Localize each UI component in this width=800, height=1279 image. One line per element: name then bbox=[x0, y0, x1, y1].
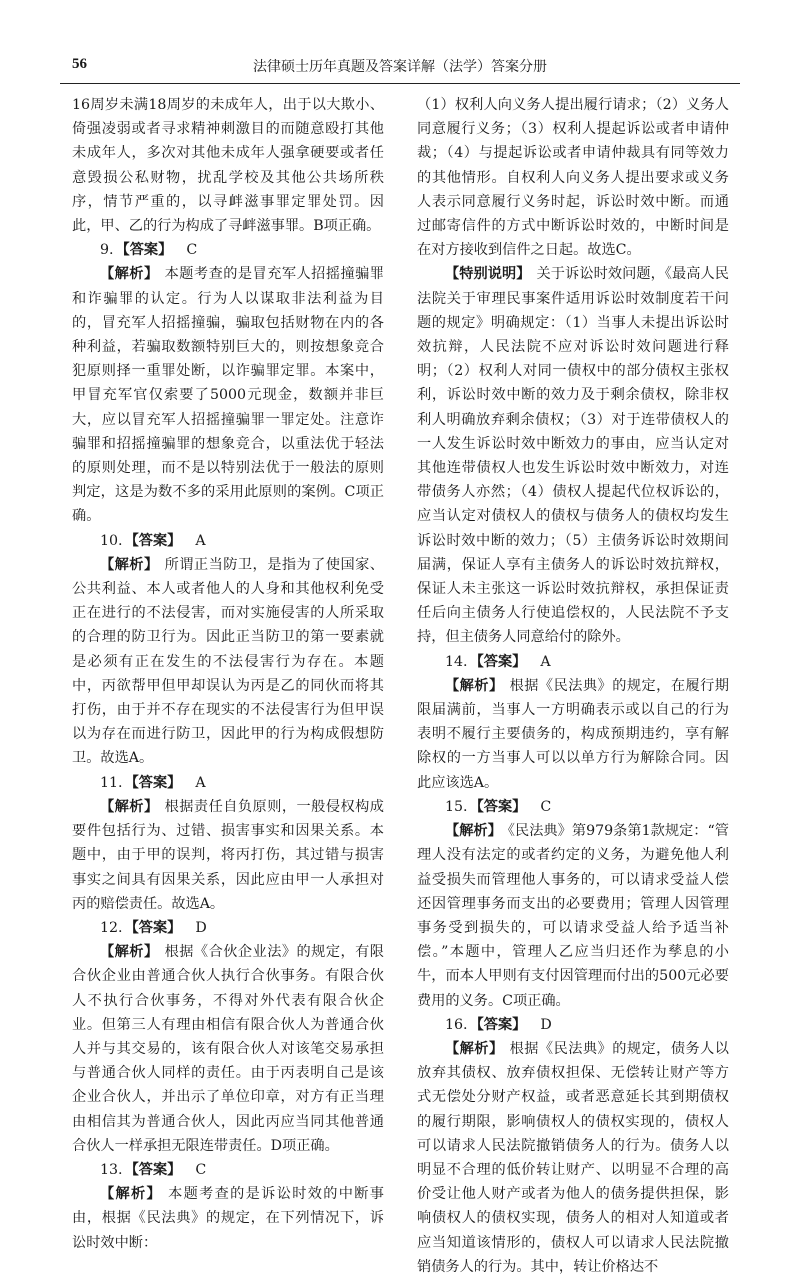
analysis-15: 【解析】 《民法典》第979条第1款规定：“管理人没有法定的或者约定的义务，为避免他人利益受损失而管理他人事务的，可以请求受益人偿还因管理事务而支出的必要费用；管理人因管理事务受到损失的，可以请求受益人给予适当补偿。”本题中，管理人乙应当归还作为孳息的小牛，而本人甲则有支付因管理而付出的500元必要费用的义务。C项正确。 bbox=[417, 823, 729, 1009]
analysis-11: 【解析】 根据责任自负原则，一般侵权构成要件包括行为、过错、损害事实和因果关系。本题中，由于甲的误判，将丙打伤，其过错与损害事实之间具有因果关系，因此应由甲一人承担对丙的赔偿责任。故选A。 bbox=[72, 798, 384, 912]
right-column bbox=[417, 93, 729, 1279]
analysis-10: 【解析】 所谓正当防卫，是指为了使国家、公共利益、本人或者他人的人身和其他权利免受正在进行的不法侵害，而对实施侵害的人所采取的合理的防卫行为。因此正当防卫的第一要素就是必须有正在发生的不法侵害行为存在。本题中，丙欲帮甲但甲却误认为丙是乙的同伙而将其打伤，由于并不存在现实的不法侵害行为但甲误以为存在而进行防卫，因此甲的行为构成假想防卫。故选A。 bbox=[72, 556, 384, 767]
special-note: 【特别说明】 关于诉讼时效问题，《最高人民法院关于审理民事案件适用诉讼时效制度若干问题的规定》明确规定：（1）当事人未提出诉讼时效抗辩，人民法院不应对诉讼时效问题进行释明；（2）权利人对同一债权中的部分债权主张权利，诉讼时效中断的效力及于剩余债权，除非权利人明确放弃剩余债权；（3）对于连带债权人的一人发生诉讼时效中断效力的事由，应当认定对其他连带债权人也发生诉讼时效中断效力，对连带债务人亦然；（4）债权人提起代位权诉讼的，应当认定对债权人的债权与债务人的债权均发生诉讼时效中断的效力；（5）主债务诉讼时效期间届满，保证人享有主债务人的诉讼时效抗辩权，保证人未主张这一诉讼时效抗辩权，承担保证责任后向主债务人行使追偿权的，人民法院不予支持，但主债务人同意给付的除外。 bbox=[417, 266, 729, 646]
paragraph-continued: 16周岁未满18周岁的未成年人，出于以大欺小、倚强凌弱或者寻求精神刺激目的而随意殴打其他未成年人，多次对其他未成年人强拿硬要或者任意毁损公私财物，扰乱学校及其他公共场所秩序，情节严重的，以寻衅滋事罪定罪处罚。因此，甲、乙的行为构成了寻衅滋事罪。B项正确。 bbox=[72, 97, 384, 235]
analysis-12: 【解析】 根据《合伙企业法》的规定，有限合伙企业由普通合伙人执行合伙事务。有限合伙人不执行合伙事务，不得对外代表有限合伙企业。但第三人有理由相信有限合伙人为普通合伙人并与其交易的，该有限合伙人对该笔交易承担与普通合伙人同样的责任。由于丙表明自己是该企业合伙人，并出示了单位印章，对方有正当理由相信其为普通合伙人，因此丙应当同其他普通合伙人一样承担无限连带责任。D项正确。 bbox=[72, 944, 384, 1154]
left-column bbox=[72, 93, 384, 1255]
header-rule bbox=[60, 83, 740, 84]
running-title: 法律硕士历年真题及答案详解（法学）答案分册 bbox=[253, 59, 547, 75]
analysis-14: 【解析】 根据《民法典》的规定，在履行期限届满前，当事人一方明确表示或以自己的行为表明不履行主要债务的，构成预期违约，享有解除权的一方当事人可以以单方行为解除合同。因此应该选A。 bbox=[417, 677, 729, 791]
page-number: 56 bbox=[72, 56, 87, 72]
answer-line-15: 15. 【答案】 C bbox=[445, 798, 552, 815]
analysis-16: 【解析】 根据《民法典》的规定，债务人以放弃其债权、放弃债权担保、无偿转让财产等方式无偿处分财产权益，或者恶意延长其到期债权的履行期限，影响债权人的债权实现的，债权人可以请求人民法院撤销债务人的行为。债务人以明显不合理的低价转让财产、以明显不合理的高价受让他人财产或者为他人的债务提供担保，影响债权人的债权实现，债务人的相对人知道或者应当知道该情形的，债权人可以请求人民法院撤销债务人的行为。其中，转让价格达不 bbox=[417, 1040, 729, 1275]
analysis-13: 【解析】 本题考查的是诉讼时效的中断事由，根据《民法典》的规定，在下列情况下，诉讼时效中断： bbox=[72, 1186, 384, 1251]
answer-line-11: 11. 【答案】 A bbox=[100, 774, 206, 791]
answer-line-12: 12. 【答案】 D bbox=[100, 919, 207, 936]
answer-line-14: 14. 【答案】 A bbox=[445, 653, 551, 670]
page-header bbox=[60, 56, 740, 82]
answer-line-16: 16. 【答案】 D bbox=[445, 1016, 552, 1033]
answer-line-13: 13. 【答案】 C bbox=[100, 1161, 207, 1178]
analysis-9: 【解析】 本题考查的是冒充军人招摇撞骗罪和诈骗罪的认定。行为人以谋取非法利益为目的，冒充军人招摇撞骗，骗取包括财物在内的各种利益，若骗取数额特别巨大的，则按想象竞合犯原则择一重罪处断，以诈骗罪定罪。本案中，甲冒充军官仅索要了5000元现金，数额并非巨大，应以冒充军人招摇撞骗罪一罪定处。注意诈骗罪和招摇撞骗罪的想象竞合，以重法优于轻法的原则处理，而不是以特别法优于一般法的原则判定，这是为数不多的采用此原则的案例。C项正确。 bbox=[72, 266, 384, 525]
paragraph-continued-13: （1）权利人向义务人提出履行请求；（2）义务人同意履行义务；（3）权利人提起诉讼或者申请仲裁；（4）与提起诉讼或者申请仲裁具有同等效力的其他情形。自权利人向义务人提出要求或义务人表示同意履行义务时起，诉讼时效中断。而通过邮寄信件的方式中断诉讼时效的，中断时间是在对方接收到信件之日起。故选C。 bbox=[417, 97, 729, 259]
answer-line-9: 9. 【答案】 C bbox=[100, 242, 198, 259]
answer-line-10: 10. 【答案】 A bbox=[100, 532, 206, 549]
